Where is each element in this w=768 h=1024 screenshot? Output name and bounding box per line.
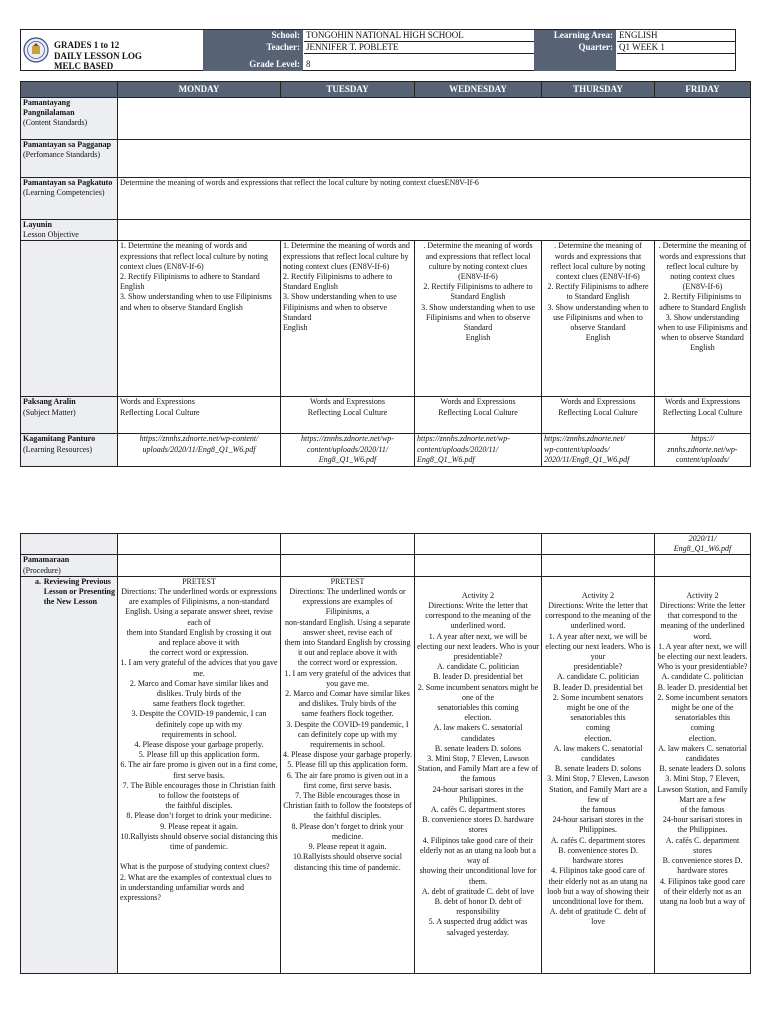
blank-label-cell <box>21 534 118 555</box>
blank-value-cell <box>617 54 735 71</box>
row-label-sub: (Content Standards) <box>23 118 88 128</box>
resources-row <box>21 434 751 467</box>
objective-cell-tuesday: 1. Determine the meaning of words and expressions that reflect local culture by noting context clues (EN8V-If-6) 2. Rectify Filipinisms to adhere to Standard English 3. Show understanding when to use Filipinisms and when to observe Standard English <box>281 241 415 397</box>
grade-value: 8 <box>306 59 311 69</box>
subject-cell-wednesday: Words and Expressions Reflecting Local Culture <box>415 397 542 434</box>
resources-label <box>21 434 118 467</box>
blank-cell <box>542 555 655 576</box>
pretest-text: PRETEST Directions: The underlined words or expressions are examples of Filipinisms, a non-standard English. Using a separate answer sheet, revise each of them into Standard English by crossing it out and replace above it with the correct word or expression. 1. I am very grateful of the advices that you gave me. 2. Marco and Comar have similar likes and dislikes. Truly birds of the same feathers flock together. 3. Despite the COVID-19 pandemic, I can definitely cope up with my requirements in school. 4. Please dispose your garbage properly. 5. Please fill up this application form. 6. The air fare promo is given out in a first come, first serve basis. 7. The Bible encourages those in Christian faith to follow the footsteps of the faithful disciples. 8. Please don’t forget to drink your medicine. 9. Please repeat it again. 10.Rallyists should observe social distancing this time of pandemic. <box>120 576 278 852</box>
blank-cell <box>118 555 281 576</box>
competencies-row <box>21 178 751 220</box>
row-label-bold: Layunin <box>23 220 52 229</box>
row-label-bold: Kagamitang Panturo <box>23 434 96 444</box>
blank-cell <box>542 534 655 555</box>
procedure-cell-monday <box>118 576 281 973</box>
objective-cell-friday: . Determine the meaning of words and expressions that reflect local culture by noting context clues (EN8V-If-6) 2. Rectify Filipinisms to adhere to Standard English 3. Show understanding when to use Filipinisms and when to observe Standard English <box>655 241 751 397</box>
header-title-line: DAILY LESSON LOG <box>54 50 142 61</box>
reviewing-letter: a. <box>35 576 41 586</box>
learning-area-label: Learning Area: <box>534 30 616 42</box>
row-label-sub: (Perfomance Standards) <box>23 150 101 160</box>
grade-label: Grade Level: <box>203 54 303 71</box>
blank-cell <box>655 555 751 576</box>
quarter-label: Quarter: <box>534 42 616 54</box>
row-label-bold: Pamamaraan <box>23 555 70 565</box>
procedure-label <box>21 555 118 576</box>
deped-seal-icon <box>22 31 50 69</box>
procedure-table <box>20 533 751 974</box>
procedure-row <box>21 555 751 576</box>
blank-cell <box>281 555 415 576</box>
row-label-sub: (Learning Competencies) <box>23 188 105 198</box>
row-label-bold: Pamantayan sa Pagganap <box>23 140 112 149</box>
day-header-row <box>21 82 751 98</box>
competencies-value: Determine the meaning of words and expressions that reflect the local culture by noting context cluesEN8V-If-6 <box>118 178 751 220</box>
objectives-detail-row <box>21 241 751 397</box>
procedure-cell-friday: Activity 2 Directions: Write the letter that correspond to the meaning of the underlined word. 1. A year after next, we will be electing our next leaders. Who is your presidentiable? A. candidate C. politician B. leader D. presidential bet 2. Some incumbent senators might be one of the senatoriables this coming election. A. law makers C. senatorial candidates B. senate leaders D. solons 3. Mini Stop, 7 Eleven, Lawson Station, and Family Mart are a few of the famous 24-hour sarisari stores in the Philippines. A. cafés C. department stores B. convenience stores D. hardware stores 4. Filipinos take good care of their elderly not as an utang na loob but a way of <box>655 576 751 973</box>
resource-link-friday-continued[interactable]: 2020/11/ Eng8_Q1_W6.pdf <box>655 534 751 555</box>
header-title-line: MELC BASED <box>54 61 114 71</box>
day-header: WEDNESDAY <box>415 82 542 98</box>
objective-cell-wednesday: . Determine the meaning of words and expressions that reflect local culture by noting context clues (EN8V-If-6) 2. Rectify Filipinisms to adhere to Standard English 3. Show understanding when to use Filipinisms and when to observe Standard English <box>415 241 542 397</box>
blank-header-cell <box>21 82 118 98</box>
learning-area-value: ENGLISH <box>617 30 735 42</box>
resource-link-thursday[interactable]: https://znnhs.zdnorte.net/ wp-content/uploads/ 2020/11/Eng8_Q1_W6.pdf <box>542 434 655 467</box>
day-header: MONDAY <box>118 82 281 98</box>
procedure-cell-tuesday: PRETEST Directions: The underlined words or expressions are examples of Filipinisms, a non-standard English. Using a separate answer sheet, revise each of them into Standard English by crossing it out and replace above it with the correct word or expression. 1. I am very grateful of the advices that you gave me. 2. Marco and Comar have similar likes and dislikes. Truly birds of the same feathers flock together. 3. Despite the COVID-19 pandemic, I can definitely cope up with my requirements in school. 4. Please dispose your garbage properly. 5. Please fill up this application form. 6. The air fare promo is given out in a first come, first serve basis. 7. The Bible encourages those in Christian faith to follow the footsteps of the faithful disciples. 8. Please don’t forget to drink your medicine. 9. Please repeat it again. 10.Rallyists should observe social distancing this time of pandemic. <box>281 576 415 973</box>
blank-cell <box>118 534 281 555</box>
pretest-questions: What is the purpose of studying context clues? 2. What are the examples of contextual clues to in understanding unfamiliar words and expressions? <box>120 862 272 902</box>
row-label-sub: (Subject Matter) <box>23 407 76 417</box>
subject-cell-tuesday: Words and Expressions Reflecting Local Culture <box>281 397 415 434</box>
competencies-label <box>21 178 118 220</box>
procedure-cell-thursday: Activity 2 Directions: Write the letter that correspond to the meaning of the underlined word. 1. A year after next, we will be electing our next leaders. Who is your presidentiable? A. candidate C. politician B. leader D. presidential bet 2. Some incumbent senators might be one of the senatoriables this coming election. A. law makers C. senatorial candidates B. senate leaders D. solons 3. Mini Stop, 7 Eleven, Lawson Station, and Family Mart are a few of the famous 24-hour sarisari stores in the Philippines. A. cafés C. department stores B. convenience stores D. hardware stores 4. Filipinos take good care of their elderly not as an utang na loob but a way of showing their unconditional love for them. A. debt of gratitude C. debt of love <box>542 576 655 973</box>
row-label-sub: (Learning Resources) <box>23 444 93 454</box>
resource-link-wednesday[interactable]: https://znnhs.zdnorte.net/wp- content/uploads/2020/11/ Eng8_Q1_W6.pdf <box>415 434 542 467</box>
subject-cell-thursday: Words and Expressions Reflecting Local Culture <box>542 397 655 434</box>
day-header: TUESDAY <box>281 82 415 98</box>
row-label-bold: Pamantayan sa Pagkatuto <box>23 178 113 187</box>
objective-cell-thursday: . Determine the meaning of words and expressions that reflect local culture by noting context clues (EN8V-If-6) 2. Rectify Filipinisms to adhere to Standard English 3. Show understanding when to use Filipinisms and when to observe Standard English <box>542 241 655 397</box>
quarter-value: Q1 WEEK 1 <box>617 42 735 54</box>
objective-cell-monday: 1. Determine the meaning of words and expressions that reflect local culture by noting context clues (EN8V-If-6) 2. Rectify Filipinisms to adhere to Standard English 3. Show understanding when to use Filipinisms and when to observe Standard English <box>118 241 281 397</box>
procedure-cell-wednesday: Activity 2 Directions: Write the letter that correspond to the meaning of the underlined word. 1. A year after next, we will be electing our next leaders. Who is your presidentiable? A. candidate C. politician B. leader D. presidential bet 2. Some incumbent senators might be one of the senatoriables this coming election. A. law makers C. senatorial candidates B. senate leaders D. solons 3. Mini Stop, 7 Eleven, Lawson Station, and Family Mart are a few of the famous 24-hour sarisari stores in the Philippines. A. cafés C. department stores B. convenience stores D. hardware stores 4. Filipinos take good care of their elderly not as an utang na loob but a way of showing their unconditional love for them. A. debt of gratitude C. debt of love B. debt of honor D. debt of responsibility 5. A suspected drug addict was salvaged yesterday. <box>415 576 542 973</box>
daily-log-table <box>20 81 751 467</box>
blank-label-cell <box>534 54 616 71</box>
header-block <box>20 29 736 71</box>
performance-standards-value <box>118 140 751 178</box>
row-label-sub: (Procedure) <box>23 565 61 575</box>
content-standards-row <box>21 98 751 140</box>
performance-standards-row <box>21 140 751 178</box>
objective-value <box>118 220 751 241</box>
reviewing-label-wrap <box>23 577 115 608</box>
objective-row <box>21 220 751 241</box>
subject-cell-monday: Words and Expressions Reflecting Local Culture <box>118 397 281 434</box>
resource-link-friday[interactable]: https:// znnhs.zdnorte.net/wp- content/uploads/ <box>655 434 751 467</box>
header-title-line: GRADES 1 to 12 <box>54 40 120 50</box>
content-standards-value <box>118 98 751 140</box>
teacher-label: Teacher: <box>203 42 303 54</box>
resource-link-monday[interactable]: https://znnhs.zdnorte.net/wp-content/ uploads/2020/11/Eng8_Q1_W6.pdf <box>118 434 281 467</box>
school-label: School: <box>203 30 303 42</box>
row-label-bold: Paksang Aralin <box>23 397 76 407</box>
subject-matter-label <box>21 397 118 434</box>
objective-label <box>21 220 118 241</box>
day-header: FRIDAY <box>655 82 751 98</box>
blank-cell <box>415 555 542 576</box>
reviewing-title: Reviewing Previous Lesson or Presenting the New Lesson <box>43 576 115 607</box>
subject-matter-row <box>21 397 751 434</box>
row-label-sub: Lesson Objective <box>23 230 79 240</box>
performance-standards-label <box>21 140 118 178</box>
resource-continuation-row <box>21 534 751 555</box>
subject-cell-friday: Words and Expressions Reflecting Local Culture <box>655 397 751 434</box>
resource-link-tuesday[interactable]: https://znnhs.zdnorte.net/wp- content/uploads/2020/11/ Eng8_Q1_W6.pdf <box>281 434 415 467</box>
day-header: THURSDAY <box>542 82 655 98</box>
reviewing-row <box>21 576 751 973</box>
blank-cell <box>281 534 415 555</box>
objectives-detail-label <box>21 241 118 397</box>
row-label-bold: Pamantayang Pangnilalaman <box>23 98 75 118</box>
teacher-value: JENNIFER T. POBLETE <box>304 42 554 54</box>
header-title <box>54 40 142 72</box>
reviewing-label <box>21 576 118 973</box>
content-standards-label <box>21 98 118 140</box>
blank-cell <box>415 534 542 555</box>
school-value: TONGOHIN NATIONAL HIGH SCHOOL <box>304 30 554 42</box>
